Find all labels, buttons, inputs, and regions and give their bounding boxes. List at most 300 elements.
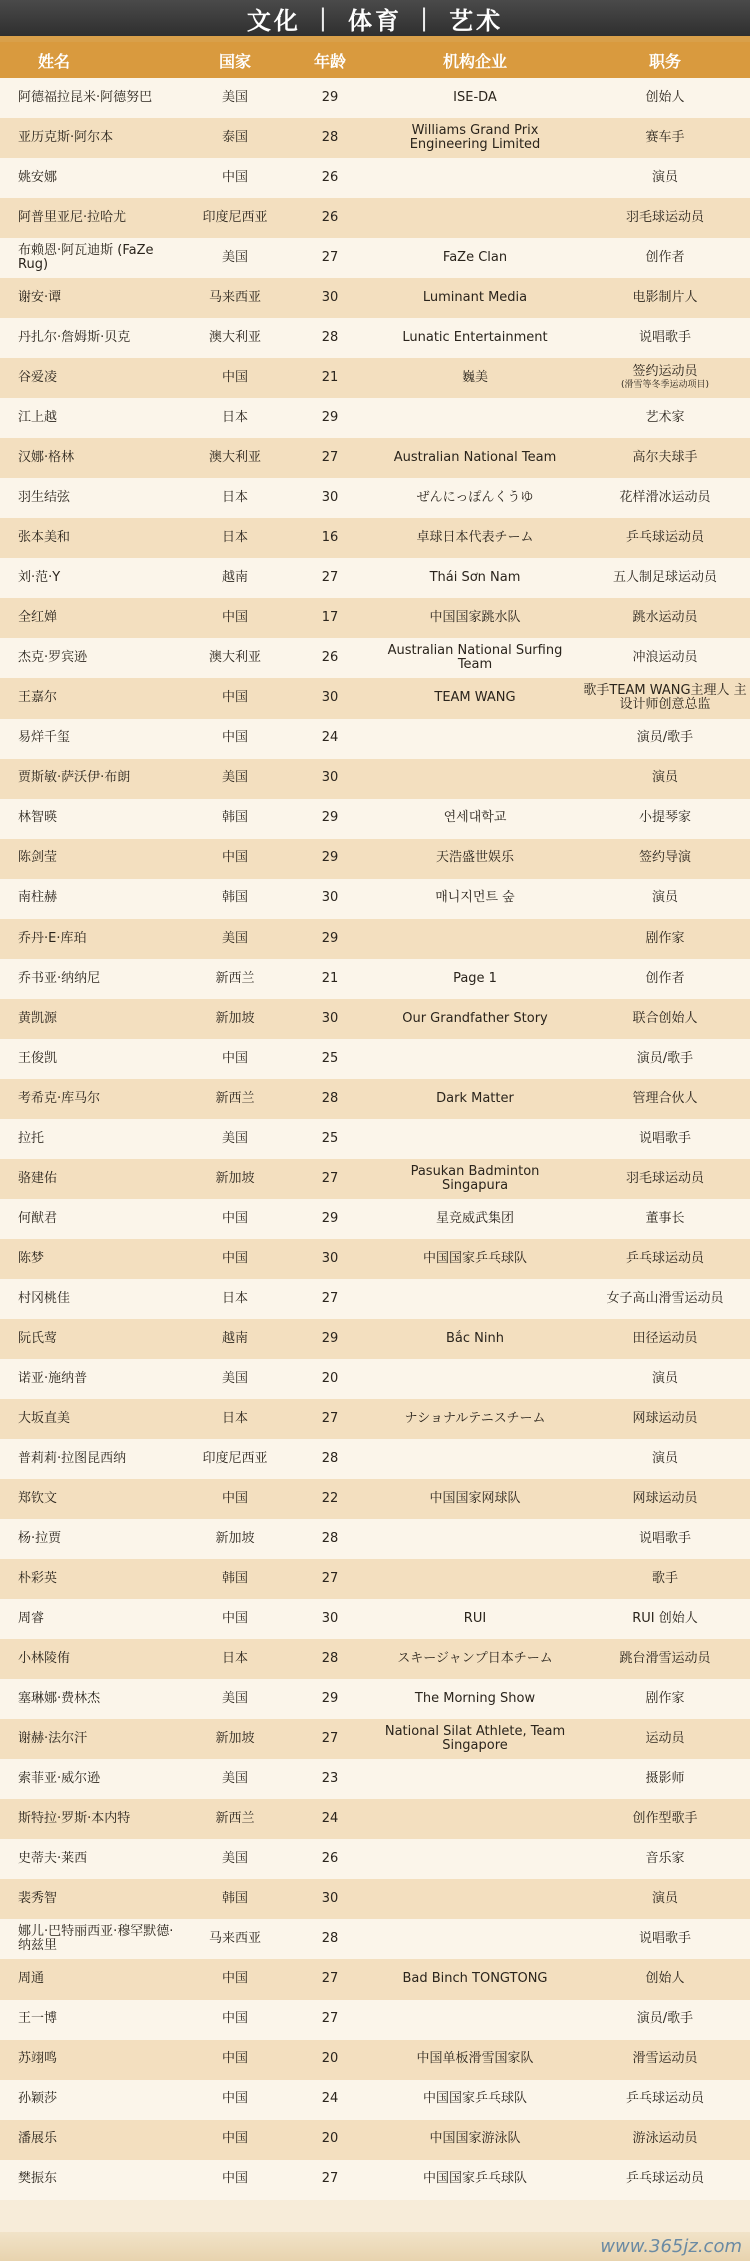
cell-country: 中国 <box>221 370 248 386</box>
cell-age: 27 <box>321 249 339 265</box>
cell-age: 30 <box>321 890 339 906</box>
cell-org: 연세대학교 <box>443 810 507 826</box>
cell-country: 中国 <box>221 610 248 626</box>
cell-country: 日本 <box>221 490 248 506</box>
cell-name: 考希克·库马尔 <box>18 1090 101 1106</box>
table-row <box>0 1439 750 1479</box>
cell-role: 演员/歌手 <box>636 730 694 746</box>
table-row <box>0 2160 750 2200</box>
cell-age: 29 <box>321 1330 339 1346</box>
table-row <box>0 1479 750 1519</box>
cell-role: 签约导演 <box>638 850 691 866</box>
cell-role: 羽毛球运动员 <box>625 209 704 225</box>
cell-age: 24 <box>321 730 339 746</box>
table-row <box>0 278 750 318</box>
cell-age: 21 <box>321 970 339 986</box>
cell-name: 谢安·谭 <box>18 290 62 306</box>
table-row <box>0 1839 750 1879</box>
title-part-culture: 文化 <box>246 6 301 35</box>
cell-name: 亚历克斯·阿尔本 <box>18 129 114 145</box>
cell-role: 五人制足球运动员 <box>612 570 717 586</box>
cell-country: 中国 <box>221 2131 248 2147</box>
table-row <box>0 398 750 438</box>
cell-country: 新加坡 <box>215 1731 255 1747</box>
cell-age: 29 <box>321 410 339 426</box>
cell-role: 网球运动员 <box>632 1410 698 1426</box>
watermark: www.365jz.com <box>600 2236 742 2257</box>
cell-country: 中国 <box>221 730 248 746</box>
header-name: 姓名 <box>38 51 71 71</box>
cell-role: 剧作家 <box>645 1691 685 1707</box>
cell-age: 28 <box>321 330 339 346</box>
cell-name: 陈梦 <box>18 1250 45 1266</box>
cell-name: 王一博 <box>18 2011 58 2027</box>
cell-country: 日本 <box>221 1290 248 1306</box>
cell-name: 南柱赫 <box>18 890 58 906</box>
cell-age: 28 <box>321 129 339 145</box>
cell-role: 说唱歌手 <box>638 1130 691 1146</box>
cell-role: 跳水运动员 <box>632 610 698 626</box>
table-row <box>0 919 750 959</box>
table-row <box>0 558 750 598</box>
cell-role: 冲浪运动员 <box>632 650 698 666</box>
cell-age: 27 <box>321 1410 339 1426</box>
cell-age: 28 <box>321 1090 339 1106</box>
cell-age: 28 <box>321 1530 339 1546</box>
table-row <box>0 1879 750 1919</box>
cell-role <box>580 365 750 391</box>
cell-country: 新加坡 <box>215 1010 255 1026</box>
cell-age: 27 <box>321 570 339 586</box>
cell-country: 新加坡 <box>215 1530 255 1546</box>
cell-name: 陈剑莹 <box>18 850 58 866</box>
cell-name: 郑钦文 <box>18 1490 58 1506</box>
cell-age: 27 <box>321 1290 339 1306</box>
cell-age: 23 <box>321 1771 339 1787</box>
cell-role: 管理合伙人 <box>632 1090 698 1106</box>
table-row <box>0 478 750 518</box>
table-row <box>0 1079 750 1119</box>
cell-age: 20 <box>321 2131 339 2147</box>
cell-org: Lunatic Entertainment <box>402 330 548 346</box>
header-country: 国家 <box>218 51 251 71</box>
cell-age: 27 <box>321 2171 339 2187</box>
cell-country: 美国 <box>221 89 248 105</box>
cell-country: 马来西亚 <box>208 290 261 306</box>
cell-age: 30 <box>321 770 339 786</box>
cell-country: 中国 <box>221 1971 248 1987</box>
table-row <box>0 638 750 678</box>
cell-name: 谢赫·法尔汗 <box>18 1731 88 1747</box>
table-row <box>0 1519 750 1559</box>
cell-role: 艺术家 <box>645 410 685 426</box>
table-row <box>0 959 750 999</box>
table-row <box>0 1399 750 1439</box>
cell-name: 汉娜·格林 <box>18 450 75 466</box>
cell-role: 跳台滑雪运动员 <box>619 1651 711 1667</box>
cell-name: 林智暎 <box>18 810 58 826</box>
cell-country: 美国 <box>221 1851 248 1867</box>
cell-age: 16 <box>321 530 339 546</box>
cell-country: 中国 <box>221 169 248 185</box>
cell-name: 全红婵 <box>18 610 58 626</box>
table-row <box>0 678 750 718</box>
cell-org: RUI <box>463 1611 487 1627</box>
cell-role: 创始人 <box>645 89 685 105</box>
table-row <box>0 1039 750 1079</box>
cell-country: 日本 <box>221 1410 248 1426</box>
cell-country: 美国 <box>221 1691 248 1707</box>
table-row <box>0 1279 750 1319</box>
cell-org: Australian National Team <box>393 450 557 466</box>
table-row <box>0 1959 750 1999</box>
table-row <box>0 799 750 839</box>
cell-age: 30 <box>321 1611 339 1627</box>
cell-age: 27 <box>321 1170 339 1186</box>
header-role: 职务 <box>648 51 681 71</box>
cell-country: 中国 <box>221 1250 248 1266</box>
cell-role: 演员 <box>651 169 678 185</box>
cell-org: 星竞威武集团 <box>435 1210 514 1226</box>
table-row <box>0 719 750 759</box>
cell-name: 谷爱凌 <box>18 370 58 386</box>
cell-org: National Silat Athlete, Team Singapore <box>384 1724 566 1754</box>
cell-org: 卓球日本代表チーム <box>416 530 534 546</box>
table-row <box>0 1759 750 1799</box>
cell-age: 28 <box>321 1450 339 1466</box>
cell-org: 中国国家乒乓球队 <box>422 1250 527 1266</box>
cell-country: 中国 <box>221 690 248 706</box>
cell-role: 摄影师 <box>645 1771 685 1787</box>
cell-name: 阮氏莺 <box>18 1330 58 1346</box>
cell-age: 17 <box>321 610 339 626</box>
cell-role: 羽毛球运动员 <box>625 1170 704 1186</box>
cell-org: The Morning Show <box>414 1691 536 1707</box>
cell-name: 普莉莉·拉图昆西纳 <box>18 1450 127 1466</box>
cell-role: 网球运动员 <box>632 1490 698 1506</box>
cell-age: 24 <box>321 1811 339 1827</box>
cell-org: ナショナルテニスチーム <box>404 1410 546 1426</box>
cell-age: 22 <box>321 1490 339 1506</box>
cell-org: 中国国家乒乓球队 <box>422 2171 527 2187</box>
cell-name: 拉托 <box>18 1130 45 1146</box>
cell-country: 美国 <box>221 1370 248 1386</box>
cell-org: 매니지먼트 숲 <box>435 890 515 906</box>
cell-role: 乒乓球运动员 <box>625 2171 704 2187</box>
table-row <box>0 1679 750 1719</box>
table-row <box>0 2000 750 2040</box>
cell-org: Page 1 <box>453 970 497 986</box>
cell-org: Bad Binch TONGTONG <box>402 1971 548 1987</box>
cell-name: 骆建佑 <box>18 1170 58 1186</box>
cell-age: 21 <box>321 370 339 386</box>
cell-role: 演员/歌手 <box>636 2011 694 2027</box>
cell-role: 电影制片人 <box>632 290 698 306</box>
cell-country: 印度尼西亚 <box>202 209 268 225</box>
table-row <box>0 999 750 1039</box>
cell-age: 29 <box>321 1691 339 1707</box>
cell-name: 苏翊鸣 <box>18 2051 58 2067</box>
cell-name: 王嘉尔 <box>18 690 58 706</box>
cell-role-note: (滑雪等冬季运动项目) <box>620 380 710 391</box>
cell-role: 演员 <box>651 1891 678 1907</box>
cell-country: 新西兰 <box>215 1811 255 1827</box>
table-row <box>0 198 750 238</box>
cell-role: 说唱歌手 <box>638 1530 691 1546</box>
cell-org: Luminant Media <box>422 290 528 306</box>
cell-country: 新西兰 <box>215 970 255 986</box>
cell-org: TEAM WANG <box>434 690 516 706</box>
table-row <box>0 839 750 879</box>
cell-role: 演员 <box>651 1450 678 1466</box>
cell-role: 滑雪运动员 <box>632 2051 698 2067</box>
cell-org: FaZe Clan <box>442 249 508 265</box>
table-row <box>0 158 750 198</box>
cell-org: Australian National Surfing Team <box>387 643 563 673</box>
cell-country: 美国 <box>221 1130 248 1146</box>
cell-age: 30 <box>321 290 339 306</box>
cell-role: 乒乓球运动员 <box>625 2091 704 2107</box>
header-org: 机构企业 <box>442 51 507 71</box>
cell-age: 25 <box>321 1130 339 1146</box>
cell-country: 韩国 <box>221 1891 248 1907</box>
cell-name: 阿德福拉昆米·阿德努巴 <box>18 89 153 105</box>
cell-role: 创作型歌手 <box>632 1811 698 1827</box>
cell-role: 小提琴家 <box>638 810 691 826</box>
cell-country: 中国 <box>221 1490 248 1506</box>
cell-role: 剧作家 <box>645 930 685 946</box>
cell-age: 30 <box>321 1010 339 1026</box>
cell-org: スキージャンプ日本チーム <box>397 1651 553 1667</box>
cell-country: 日本 <box>221 410 248 426</box>
cell-country: 越南 <box>221 1330 248 1346</box>
cell-role: 田径运动员 <box>632 1330 698 1346</box>
cell-name: 羽生结弦 <box>18 490 71 506</box>
cell-age: 20 <box>321 1370 339 1386</box>
cell-org: 中国国家网球队 <box>429 1490 521 1506</box>
cell-role: 女子高山滑雪运动员 <box>606 1290 724 1306</box>
table-row <box>0 1599 750 1639</box>
table-row <box>0 1239 750 1279</box>
cell-role: RUI 创始人 <box>632 1611 698 1627</box>
table-row <box>0 879 750 919</box>
cell-role: 乒乓球运动员 <box>625 1250 704 1266</box>
people-table <box>0 42 750 2200</box>
cell-role: 演员 <box>651 1370 678 1386</box>
cell-name: 贾斯敏·萨沃伊·布朗 <box>18 770 131 786</box>
title-part-arts: 艺术 <box>449 6 504 35</box>
cell-name: 樊振东 <box>18 2171 58 2187</box>
cell-org: Bắc Ninh <box>446 1330 504 1346</box>
cell-country: 韩国 <box>221 890 248 906</box>
cell-role: 歌手 <box>651 1571 678 1587</box>
table-row <box>0 118 750 158</box>
cell-name: 易烊千玺 <box>18 730 71 746</box>
cell-name: 斯特拉·罗斯·本内特 <box>18 1811 131 1827</box>
cell-age: 30 <box>321 1891 339 1907</box>
cell-country: 日本 <box>221 1651 248 1667</box>
page-title <box>0 0 750 42</box>
cell-country: 澳大利亚 <box>208 330 261 346</box>
cell-name: 阿普里亚尼·拉哈尤 <box>18 209 127 225</box>
cell-age: 30 <box>321 1250 339 1266</box>
cell-country: 韩国 <box>221 1571 248 1587</box>
cell-role: 音乐家 <box>645 1851 685 1867</box>
cell-name: 张本美和 <box>18 530 71 546</box>
cell-name: 周通 <box>18 1971 45 1987</box>
cell-name: 周睿 <box>18 1611 45 1627</box>
cell-age: 29 <box>321 930 339 946</box>
cell-name: 黄凯源 <box>18 1010 58 1026</box>
cell-name: 杰克·罗宾逊 <box>18 650 88 666</box>
cell-name: 索菲亚·威尔逊 <box>18 1771 101 1787</box>
cell-name: 朴彩英 <box>18 1571 58 1587</box>
cell-org: 中国单板滑雪国家队 <box>416 2051 534 2067</box>
cell-country: 美国 <box>221 249 248 265</box>
cell-country: 新西兰 <box>215 1090 255 1106</box>
table-row <box>0 2120 750 2160</box>
cell-name: 史蒂夫·莱西 <box>18 1851 88 1867</box>
table-row <box>0 78 750 118</box>
cell-role: 创作者 <box>645 249 685 265</box>
table-row <box>0 1919 750 1959</box>
table-row <box>0 318 750 358</box>
table-row <box>0 2080 750 2120</box>
cell-country: 澳大利亚 <box>208 650 261 666</box>
cell-org: 巍美 <box>461 370 488 386</box>
cell-role: 乒乓球运动员 <box>625 530 704 546</box>
table-row <box>0 1159 750 1199</box>
table-row <box>0 598 750 638</box>
cell-name: 潘展乐 <box>18 2131 58 2147</box>
cell-role: 歌手TEAM WANG主理人 主设计师创意总监 <box>583 683 747 713</box>
table-row <box>0 1199 750 1239</box>
cell-age: 26 <box>321 1851 339 1867</box>
cell-org: ぜんにっぽんくうゆ <box>416 490 534 506</box>
title-separator: | <box>420 4 432 32</box>
header-age: 年龄 <box>313 51 346 71</box>
cell-role: 说唱歌手 <box>638 330 691 346</box>
table-row <box>0 1559 750 1599</box>
cell-country: 中国 <box>221 1611 248 1627</box>
table-row <box>0 518 750 558</box>
cell-age: 28 <box>321 1931 339 1947</box>
table-row <box>0 1319 750 1359</box>
cell-country: 中国 <box>221 2171 248 2187</box>
table-row <box>0 759 750 799</box>
cell-org: Dark Matter <box>436 1090 514 1106</box>
cell-role: 赛车手 <box>645 129 685 145</box>
cell-country: 新加坡 <box>215 1170 255 1186</box>
cell-country: 印度尼西亚 <box>202 1450 268 1466</box>
cell-role: 运动员 <box>645 1731 685 1747</box>
cell-age: 27 <box>321 450 339 466</box>
cell-age: 27 <box>321 1731 339 1747</box>
cell-role: 创作者 <box>645 970 685 986</box>
title-part-sports: 体育 <box>348 6 402 35</box>
cell-role: 游泳运动员 <box>632 2131 698 2147</box>
cell-name: 乔丹·E·库珀 <box>18 930 87 946</box>
cell-org: 天浩盛世娱乐 <box>435 850 514 866</box>
cell-age: 26 <box>321 169 339 185</box>
cell-name: 村冈桃佳 <box>18 1290 71 1306</box>
table-row <box>0 2040 750 2080</box>
cell-role: 花样滑冰运动员 <box>619 490 711 506</box>
cell-country: 美国 <box>221 770 248 786</box>
cell-age: 24 <box>321 2091 339 2107</box>
cell-org: Pasukan Badminton Singapura <box>410 1163 540 1193</box>
cell-name: 姚安娜 <box>18 169 58 185</box>
cell-name: 诺亚·施纳普 <box>18 1370 88 1386</box>
cell-role: 董事长 <box>645 1210 685 1226</box>
cell-country: 韩国 <box>221 810 248 826</box>
cell-role: 演员 <box>651 770 678 786</box>
cell-org: 中国国家跳水队 <box>429 610 521 626</box>
cell-role: 演员 <box>651 890 678 906</box>
cell-age: 26 <box>321 650 339 666</box>
cell-org: Our Grandfather Story <box>402 1010 548 1026</box>
cell-name: 杨·拉贾 <box>18 1530 62 1546</box>
cell-age: 29 <box>321 89 339 105</box>
cell-org: Williams Grand Prix Engineering Limited <box>409 122 541 153</box>
cell-country: 澳大利亚 <box>208 450 261 466</box>
cell-country: 泰国 <box>221 129 248 145</box>
cell-role: 演员/歌手 <box>636 1050 694 1066</box>
table-row <box>0 1359 750 1399</box>
cell-country: 越南 <box>221 570 248 586</box>
table-header <box>0 42 750 78</box>
cell-country: 中国 <box>221 2051 248 2067</box>
cell-country: 马来西亚 <box>208 1931 261 1947</box>
cell-country: 中国 <box>221 2011 248 2027</box>
title-separator: | <box>318 4 330 32</box>
cell-name: 孙颖莎 <box>18 2091 58 2107</box>
cell-country: 中国 <box>221 2091 248 2107</box>
cell-org: ISE-DA <box>453 89 497 105</box>
cell-org: 中国国家游泳队 <box>429 2131 521 2147</box>
cell-name: 小林陵侑 <box>18 1651 71 1667</box>
cell-name: 乔书亚·纳纳尼 <box>18 970 101 986</box>
cell-country: 中国 <box>221 850 248 866</box>
cell-role-text: 签约运动员 <box>632 364 698 380</box>
cell-age: 27 <box>321 1971 339 1987</box>
cell-age: 25 <box>321 1050 339 1066</box>
cell-name: 江上越 <box>18 410 58 426</box>
cell-age: 30 <box>321 490 339 506</box>
cell-name: 塞琳娜·费林杰 <box>18 1691 101 1707</box>
cell-name: 何猷君 <box>18 1210 58 1226</box>
cell-name: 娜儿·巴特丽西亚·穆罕默德·纳兹里 <box>18 1924 174 1954</box>
cell-country: 美国 <box>221 1771 248 1787</box>
cell-name: 丹扎尔·詹姆斯·贝克 <box>18 330 131 346</box>
table-row <box>0 238 750 278</box>
cell-org: 中国国家乒乓球队 <box>422 2091 527 2107</box>
cell-age: 20 <box>321 2051 339 2067</box>
table-row <box>0 1119 750 1159</box>
cell-role: 联合创始人 <box>632 1010 698 1026</box>
table-row <box>0 438 750 478</box>
cell-role: 说唱歌手 <box>638 1931 691 1947</box>
cell-role: 创始人 <box>645 1971 685 1987</box>
table-row <box>0 1719 750 1759</box>
cell-name: 王俊凯 <box>18 1050 58 1066</box>
table-row <box>0 358 750 398</box>
cell-name: 刘·范·Y <box>18 570 61 586</box>
cell-name: 大坂直美 <box>18 1410 71 1426</box>
cell-country: 美国 <box>221 930 248 946</box>
cell-age: 29 <box>321 850 339 866</box>
cell-age: 27 <box>321 1571 339 1587</box>
